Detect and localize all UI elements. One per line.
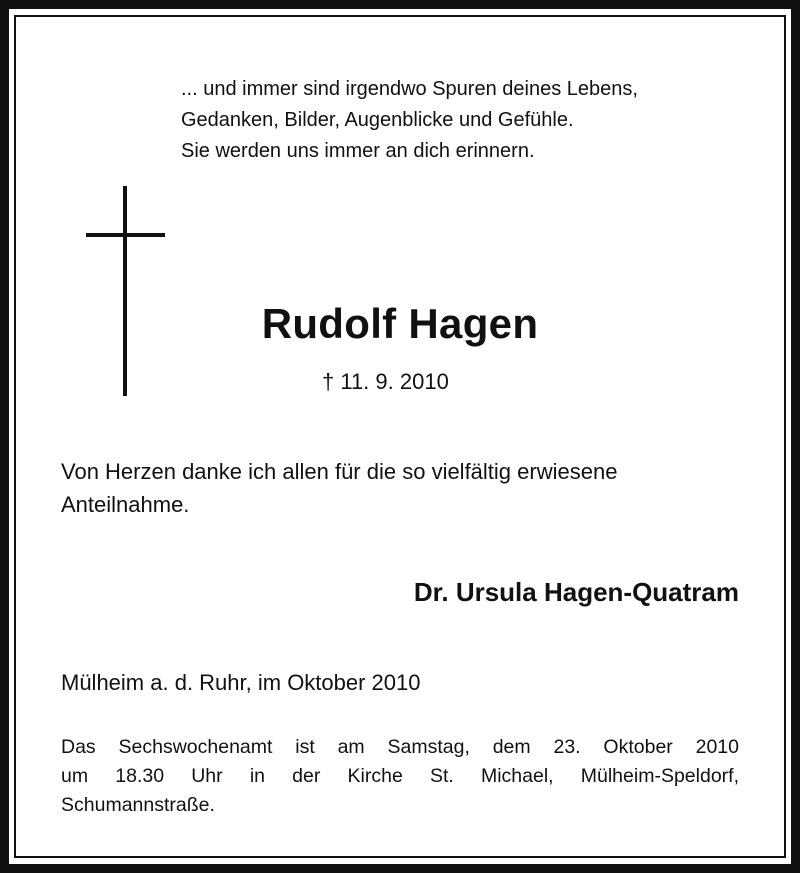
cross-horizontal-bar <box>86 233 165 237</box>
place-date: Mülheim a. d. Ruhr, im Oktober 2010 <box>61 670 421 695</box>
thanks-message <box>61 455 751 521</box>
notice-line: um 18.30 Uhr in der Kirche St. Michael, Mülheim-Speldorf, <box>61 765 739 787</box>
death-date: † 11. 9. 2010 <box>322 369 449 394</box>
thanks-line: Von Herzen danke ich allen für die so vielfältig erwiesene <box>61 459 618 484</box>
notice-line: Schumannstraße. <box>61 794 215 816</box>
notice-line: Das Sechswochenamt ist am Samstag, dem 23. Oktober 2010 <box>61 736 739 758</box>
motto-verse <box>181 74 638 167</box>
thanks-line: Anteilnahme. <box>61 492 190 517</box>
signature-name: Dr. Ursula Hagen-Quatram <box>413 577 739 607</box>
motto-line: Gedanken, Bilder, Augenblicke und Gefühle. <box>181 109 574 131</box>
motto-line: Sie werden uns immer an dich erinnern. <box>181 140 535 162</box>
service-notice <box>61 733 739 820</box>
deceased-name: Rudolf Hagen <box>261 300 539 347</box>
motto-line: ... und immer sind irgendwo Spuren deines Lebens, <box>181 78 638 100</box>
cross-vertical-bar <box>123 186 127 396</box>
